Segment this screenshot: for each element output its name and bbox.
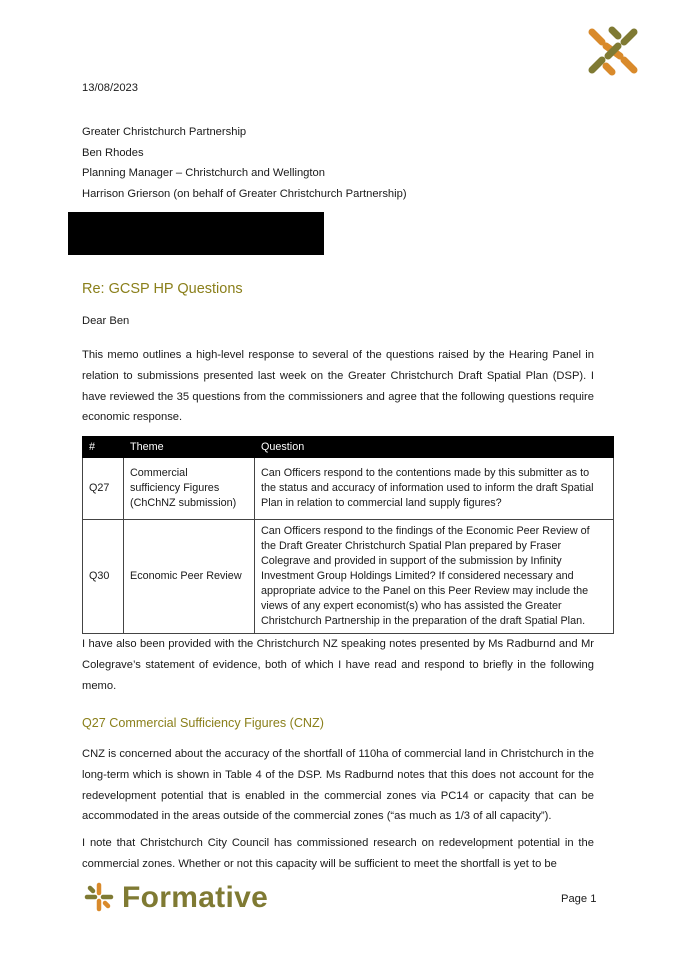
- address-line: Harrison Grierson (on behalf of Greater Christchurch Partnership): [82, 187, 407, 200]
- memo-heading: Re: GCSP HP Questions: [82, 281, 243, 297]
- question-number: Q27: [83, 458, 124, 520]
- column-header-number: #: [83, 437, 124, 458]
- question-theme: [124, 520, 255, 634]
- questions-table: [82, 436, 614, 634]
- memo-date: 13/08/2023: [82, 82, 138, 94]
- theme-line: Economic Peer Review: [130, 570, 242, 582]
- redaction-block: [68, 212, 324, 255]
- formative-mark-icon: [84, 882, 114, 915]
- address-block: [82, 122, 407, 204]
- brand-wordmark: Formative: [122, 881, 269, 914]
- theme-line: sufficiency Figures: [130, 482, 220, 494]
- after-table-paragraph: I have also been provided with the Christchurch NZ speaking notes presented by Ms Radburnd and Mr Colegrave’s statement of evidence, both of which I have read and respond to briefly in the following memo.: [82, 638, 594, 692]
- theme-line: Commercial: [130, 467, 188, 479]
- question-number: Q30: [83, 520, 124, 634]
- section-paragraph-2: I note that Christchurch City Council has commissioned research on redevelopment potential in the commercial zones. Whether or not this capacity will be sufficient to meet the shortfall is yet to be: [82, 837, 594, 870]
- footer-logo: [84, 881, 268, 915]
- page-number: Page 1: [561, 893, 597, 905]
- address-line: Greater Christchurch Partnership: [82, 126, 247, 138]
- question-theme: [124, 458, 255, 520]
- address-line: Planning Manager – Christchurch and Wellington: [82, 167, 325, 179]
- greeting: Dear Ben: [82, 315, 130, 327]
- address-line: Ben Rhodes: [82, 146, 144, 159]
- question-text: Can Officers respond to the contentions made by this submitter as to the status and accuracy of information used to inform the draft Spatial Plan in relation to commercial land supply figures?: [255, 458, 614, 520]
- section-paragraph-1: CNZ is concerned about the accuracy of the shortfall of 110ha of commercial land in Christchurch in the long-term which is shown in Table 4 of the DSP. Ms Radburnd notes that this does not account for the redevelopment potential that is enabled in the commercial zones via PC14 or capacity that can be accommodated in the areas outside of the commercial zones (“as much as 1/3 of all capacity”).: [82, 748, 594, 823]
- table-row: [83, 458, 614, 520]
- column-header-question: Question: [255, 437, 614, 458]
- intro-paragraph: This memo outlines a high-level response to several of the questions raised by the Hearing Panel in relation to submissions presented last week on the Greater Christchurch Draft Spatial Plan (DSP). I have reviewed the 35 questions from the commissioners and agree that the following questions require economic response.: [82, 349, 594, 424]
- theme-line: (ChChNZ submission): [130, 497, 237, 509]
- table-header-row: [83, 437, 614, 458]
- section-heading: Q27 Commercial Sufficiency Figures (CNZ): [82, 716, 324, 730]
- formative-cross-logo-icon: [584, 22, 642, 83]
- column-header-theme: Theme: [124, 437, 255, 458]
- table-row: [83, 520, 614, 634]
- question-text: Can Officers respond to the findings of the Economic Peer Review of the Draft Greater Christchurch Spatial Plan prepared by Fraser Colegrave and provided in support of the submission by Infinity Investment Group Holdings Limited? If considered necessary and appropriate advice to the Panel on this Peer Review may include the views of any expert economist(s) who has assisted the Greater Christchurch Partnership in the preparation of the draft Spatial Plan.: [255, 520, 614, 634]
